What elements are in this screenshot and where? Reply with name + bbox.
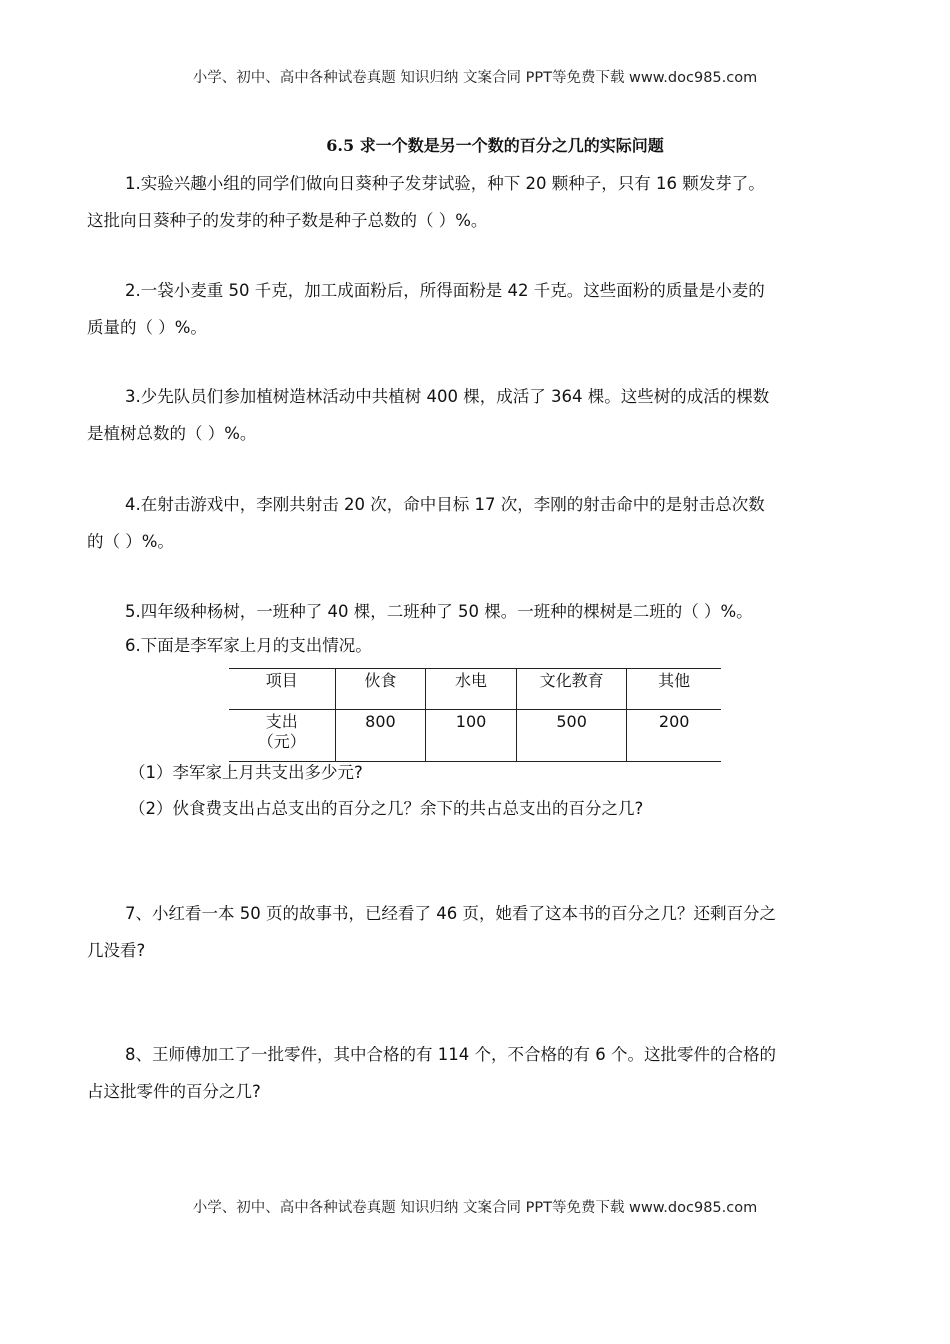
- question-6-intro: 6.下面是李军家上月的支出情况。: [125, 636, 372, 655]
- table-row-label: [229, 710, 335, 762]
- table-cell: 200: [627, 710, 721, 762]
- table-cell: 100: [426, 710, 517, 762]
- worksheet-title: 6.5 求一个数是另一个数的百分之几的实际问题: [326, 136, 664, 155]
- question-3-line-1: 3.少先队员们参加植树造林活动中共植树 400 棵，成活了 364 棵。这些树的成活的棵数: [125, 387, 770, 406]
- question-6-sub-1: （1）李军家上月共支出多少元?: [129, 763, 363, 782]
- table-header-cell: 其他: [627, 669, 721, 710]
- question-3-line-2: 是植树总数的（ ）%。: [87, 424, 257, 443]
- page-footer: 小学、初中、高中各种试卷真题 知识归纳 文案合同 PPT等免费下载 www.doc985.com: [192, 1200, 758, 1216]
- question-2-line-2: 质量的（ ）%。: [87, 318, 207, 337]
- question-1-line-2: 这批向日葵种子的发芽的种子数是种子总数的（ ）%。: [87, 211, 488, 230]
- row-label-line-2: （元）: [257, 732, 306, 751]
- expense-table: [229, 668, 721, 762]
- question-4-line-1: 4.在射击游戏中，李刚共射击 20 次，命中目标 17 次，李刚的射击命中的是射击总次数: [125, 495, 765, 514]
- table-cell: 500: [516, 710, 627, 762]
- question-6-sub-2: （2）伙食费支出占总支出的百分之几？余下的共占总支出的百分之几?: [129, 799, 644, 818]
- question-7-line-2: 几没看?: [87, 941, 146, 960]
- table-row: [229, 710, 721, 762]
- table-header-cell: 水电: [426, 669, 517, 710]
- table-cell: 800: [335, 710, 426, 762]
- question-5-line-1: 5.四年级种杨树，一班种了 40 棵，二班种了 50 棵。一班种的棵树是二班的（ ）%。: [125, 602, 753, 621]
- question-8-line-2: 占这批零件的百分之几?: [87, 1082, 261, 1101]
- page-header: 小学、初中、高中各种试卷真题 知识归纳 文案合同 PPT等免费下载 www.doc985.com: [192, 70, 758, 86]
- row-label-line-1: 支出: [265, 712, 298, 731]
- question-1-line-1: 1.实验兴趣小组的同学们做向日葵种子发芽试验，种下 20 颗种子，只有 16 颗发芽了。: [125, 174, 765, 193]
- table-header-cell: 项目: [229, 669, 335, 710]
- expense-table-header-row: [229, 669, 721, 710]
- question-4-line-2: 的（ ）%。: [87, 532, 174, 551]
- question-7-line-1: 7、小红看一本 50 页的故事书，已经看了 46 页，她看了这本书的百分之几？还剩百分之: [125, 904, 776, 923]
- question-8-line-1: 8、王师傅加工了一批零件，其中合格的有 114 个，不合格的有 6 个。这批零件的合格的: [125, 1045, 776, 1064]
- table-header-cell: 文化教育: [516, 669, 627, 710]
- table-header-cell: 伙食: [335, 669, 426, 710]
- question-2-line-1: 2.一袋小麦重 50 千克，加工成面粉后，所得面粉是 42 千克。这些面粉的质量是小麦的: [125, 281, 765, 300]
